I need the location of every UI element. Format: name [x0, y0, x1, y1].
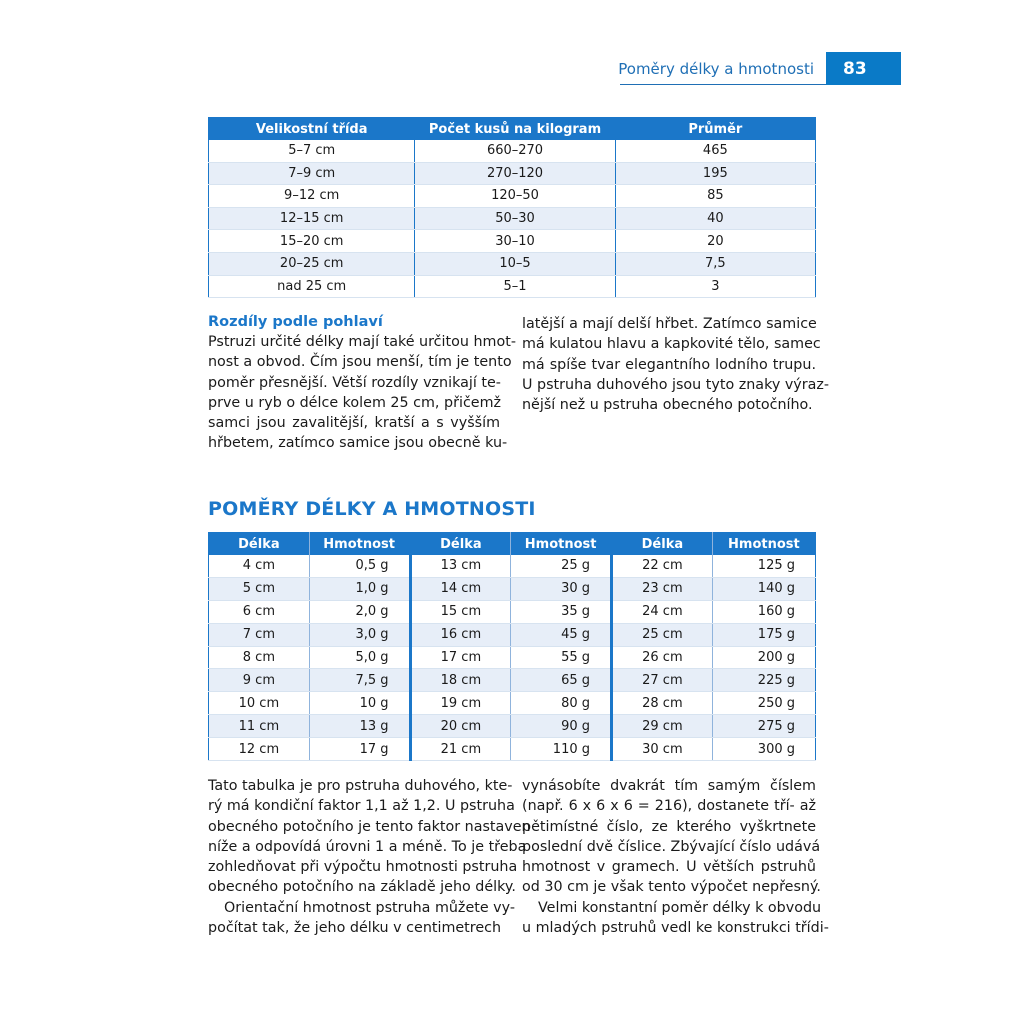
text-line: pětimístné číslo, ze kterého vyškrtnete [522, 818, 816, 835]
table-cell: 20 [615, 230, 815, 253]
weight-cell: 55 g [511, 646, 612, 669]
weight-cell: 140 g [712, 577, 815, 600]
sex-differences-column-2 [522, 314, 830, 415]
length-cell: 22 cm [612, 555, 713, 577]
table-cell: 50–30 [415, 207, 615, 230]
length-cell: 25 cm [612, 623, 713, 646]
sex-differences-column-1 [208, 312, 516, 454]
text-line: Velmi konstantní poměr délky k obvodu [538, 899, 822, 916]
table-row [209, 275, 816, 298]
table-cell: 40 [615, 207, 815, 230]
length-cell: 23 cm [612, 577, 713, 600]
calculation-text-column-2 [522, 776, 829, 938]
length-cell: 30 cm [612, 738, 713, 761]
text-line: vynásobíte dvakrát tím samým číslem [522, 778, 816, 794]
table-cell: 12–15 cm [209, 207, 415, 230]
weight-cell: 30 g [511, 577, 612, 600]
table-cell: 15–20 cm [209, 230, 415, 253]
weight-cell: 275 g [712, 715, 815, 738]
table-row [209, 577, 816, 600]
table-row [209, 252, 816, 275]
length-cell: 17 cm [410, 646, 511, 669]
text-line: níže a odpovídá úrovni 1 a méně. To je třeba [208, 838, 527, 855]
table-cell: 660–270 [415, 140, 615, 162]
table-row [209, 669, 816, 692]
weight-cell: 45 g [511, 623, 612, 646]
text-line: prve u ryb o délce kolem 25 cm, přičemž [208, 394, 502, 411]
text-line: (např. 6 x 6 x 6 = 216), dostanete tří- až [522, 798, 816, 815]
text-line: počítat tak, že jeho délku v centimetrech [208, 920, 502, 937]
section-heading: POMĚRY DÉLKY A HMOTNOSTI [208, 498, 536, 520]
weight-cell: 110 g [511, 738, 612, 761]
weight-cell: 200 g [712, 646, 815, 669]
length-cell: 21 cm [410, 738, 511, 761]
table-row [209, 715, 816, 738]
weight-cell: 5,0 g [309, 646, 410, 669]
weight-cell: 13 g [309, 715, 410, 738]
length-cell: 14 cm [410, 577, 511, 600]
column-header: Hmotnost [511, 533, 612, 556]
table-cell: 3 [615, 275, 815, 298]
table-cell: 5–7 cm [209, 140, 415, 162]
text-line: U pstruha duhového jsou tyto znaky výraz- [522, 376, 830, 393]
table-cell: 9–12 cm [209, 185, 415, 208]
header-rule [620, 84, 826, 85]
table-row [209, 623, 816, 646]
weight-cell: 65 g [511, 669, 612, 692]
weight-cell: 125 g [712, 555, 815, 577]
length-cell: 16 cm [410, 623, 511, 646]
weight-cell: 17 g [309, 738, 410, 761]
weight-cell: 35 g [511, 600, 612, 623]
weight-cell: 250 g [712, 692, 815, 715]
weight-cell: 7,5 g [309, 669, 410, 692]
weight-cell: 80 g [511, 692, 612, 715]
table-row [209, 162, 816, 185]
size-class-table [208, 117, 816, 298]
text-line: poměr přesnější. Větší rozdíly vznikají te- [208, 374, 501, 391]
text-line: má spíše tvar elegantního lodního trupu. [522, 356, 816, 373]
table-cell: 120–50 [415, 185, 615, 208]
table-row [209, 600, 816, 623]
column-header: Počet kusů na kilogram [415, 118, 615, 141]
column-header: Délka [410, 533, 511, 556]
table-cell: 5–1 [415, 275, 615, 298]
length-cell: 10 cm [209, 692, 310, 715]
table-cell: 7–9 cm [209, 162, 415, 185]
text-line: má kulatou hlavu a kapkovité tělo, samec [522, 336, 821, 353]
page-number: 83 [826, 52, 901, 85]
column-header: Hmotnost [309, 533, 410, 556]
length-cell: 26 cm [612, 646, 713, 669]
table-cell: 10–5 [415, 252, 615, 275]
length-cell: 15 cm [410, 600, 511, 623]
length-cell: 24 cm [612, 600, 713, 623]
calculation-text-column-1 [208, 776, 531, 938]
column-header: Hmotnost [712, 533, 815, 556]
text-line: u mladých pstruhů vedl ke konstrukci třídi- [522, 920, 829, 937]
length-weight-table [208, 532, 816, 761]
text-line: rý má kondiční faktor 1,1 až 1,2. U pstruha [208, 798, 515, 815]
weight-cell: 3,0 g [309, 623, 410, 646]
text-line: poslední dvě číslice. Zbývající číslo udává [522, 838, 821, 855]
table-cell: 195 [615, 162, 815, 185]
weight-cell: 300 g [712, 738, 815, 761]
text-line: hmotnost v gramech. U větších pstruhů [522, 859, 816, 876]
table-header-row [209, 533, 816, 556]
weight-cell: 0,5 g [309, 555, 410, 577]
text-line: samci jsou zavalitější, kratší a s vyšším [208, 415, 500, 432]
table-cell: nad 25 cm [209, 275, 415, 298]
table-cell: 7,5 [615, 252, 815, 275]
weight-cell: 10 g [309, 692, 410, 715]
length-cell: 7 cm [209, 623, 310, 646]
sex-differences-heading: Rozdíly podle pohlaví [208, 314, 383, 330]
length-cell: 28 cm [612, 692, 713, 715]
table-cell: 85 [615, 185, 815, 208]
text-line: Orientační hmotnost pstruha můžete vy- [224, 899, 516, 916]
length-cell: 27 cm [612, 669, 713, 692]
weight-cell: 160 g [712, 600, 815, 623]
text-line: latější a mají delší hřbet. Zatímco samice [522, 316, 817, 332]
weight-cell: 1,0 g [309, 577, 410, 600]
length-cell: 19 cm [410, 692, 511, 715]
length-cell: 6 cm [209, 600, 310, 623]
length-cell: 13 cm [410, 555, 511, 577]
column-header: Délka [612, 533, 713, 556]
weight-cell: 2,0 g [309, 600, 410, 623]
length-cell: 4 cm [209, 555, 310, 577]
text-line: obecného potočního na základě jeho délky. [208, 879, 516, 896]
weight-cell: 25 g [511, 555, 612, 577]
table-row [209, 207, 816, 230]
text-line: hřbetem, zatímco samice jsou obecně ku- [208, 435, 508, 452]
length-cell: 8 cm [209, 646, 310, 669]
table-cell: 20–25 cm [209, 252, 415, 275]
length-cell: 18 cm [410, 669, 511, 692]
table-header-row [209, 118, 816, 141]
text-line: Pstruzi určité délky mají také určitou hmot- [208, 334, 516, 350]
length-cell: 11 cm [209, 715, 310, 738]
table-cell: 30–10 [415, 230, 615, 253]
table-row [209, 140, 816, 162]
text-line: zohledňovat při výpočtu hmotnosti pstruha [208, 859, 518, 876]
table-row [209, 230, 816, 253]
length-cell: 9 cm [209, 669, 310, 692]
length-cell: 12 cm [209, 738, 310, 761]
table-row [209, 646, 816, 669]
column-header: Průměr [615, 118, 815, 141]
text-line: obecného potočního je tento faktor nastaven [208, 818, 531, 835]
weight-cell: 90 g [511, 715, 612, 738]
table-cell: 270–120 [415, 162, 615, 185]
length-cell: 29 cm [612, 715, 713, 738]
running-title: Poměry délky a hmotnosti [618, 60, 814, 78]
column-header: Velikostní třída [209, 118, 415, 141]
table-cell: 465 [615, 140, 815, 162]
length-cell: 20 cm [410, 715, 511, 738]
table-row [209, 555, 816, 577]
table-row [209, 185, 816, 208]
text-line: nost a obvod. Čím jsou menší, tím je tento [208, 354, 512, 371]
column-header: Délka [209, 533, 310, 556]
text-line: nější než u pstruha obecného potočního. [522, 397, 813, 414]
text-line: od 30 cm je však tento výpočet nepřesný. [522, 879, 821, 896]
table-row [209, 738, 816, 761]
length-cell: 5 cm [209, 577, 310, 600]
weight-cell: 225 g [712, 669, 815, 692]
text-line: Tato tabulka je pro pstruha duhového, kte- [208, 778, 513, 794]
table-row [209, 692, 816, 715]
weight-cell: 175 g [712, 623, 815, 646]
